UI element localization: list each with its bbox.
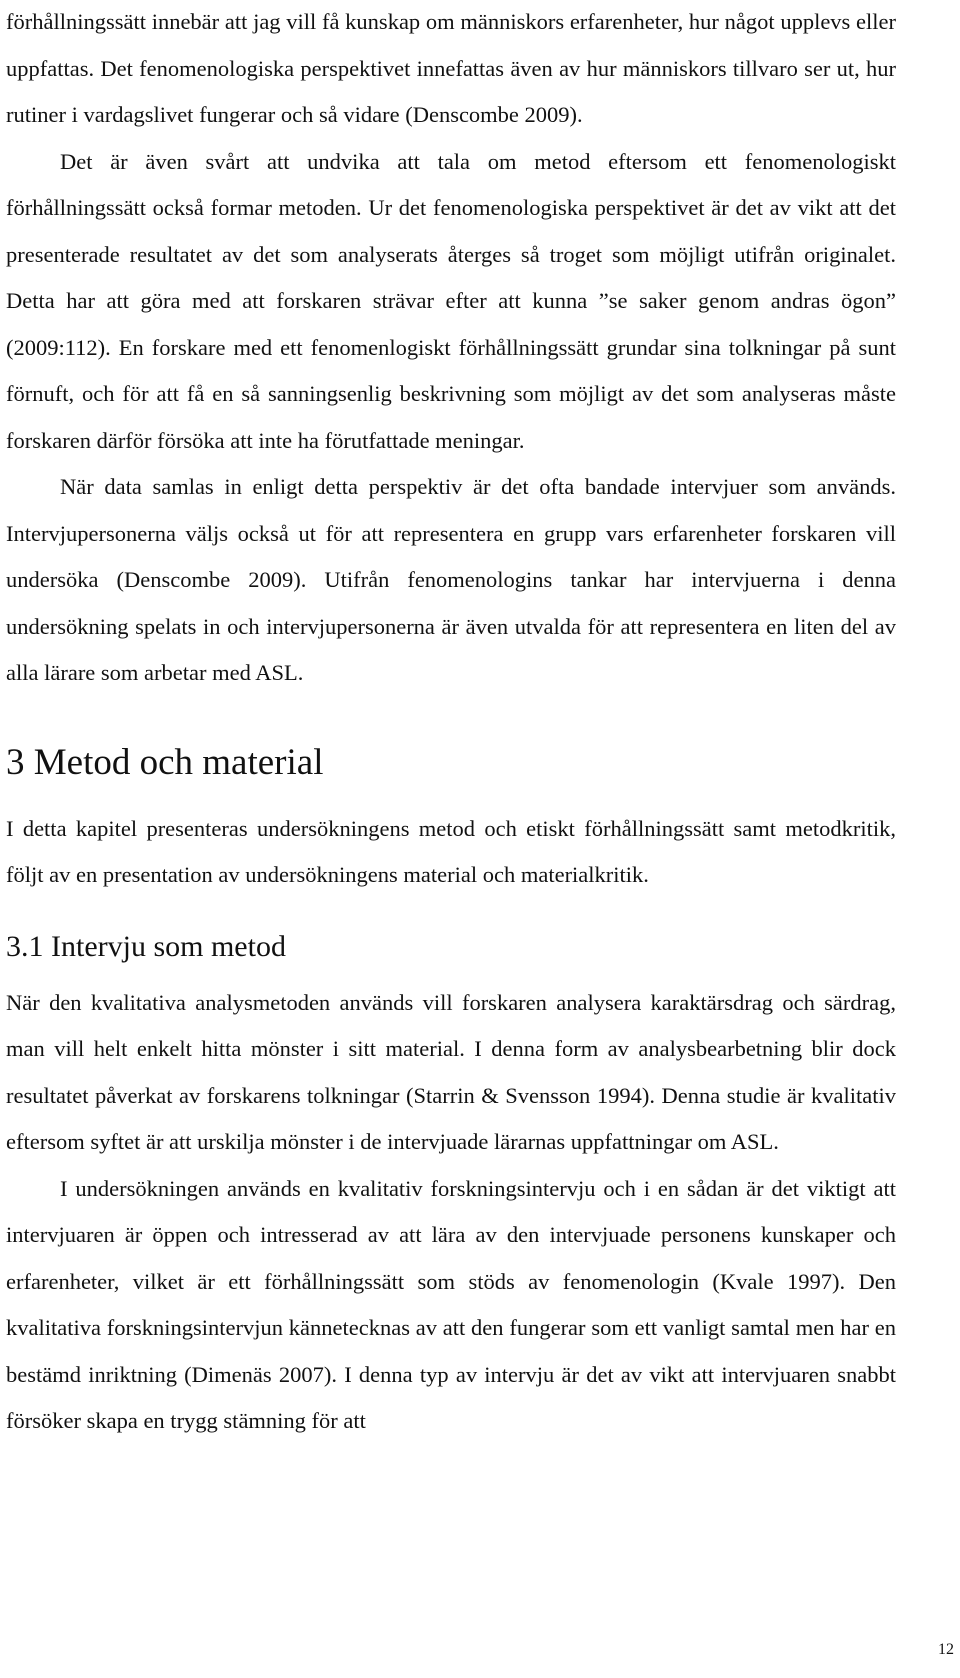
page-number: 12 bbox=[938, 1641, 954, 1658]
body-paragraph: Det är även svårt att undvika att tala om metod eftersom ett fenomenologiskt förhållningssätt också formar metoden. Ur det fenomenologiska perspektivet är det av vikt att det presenterade resultatet av det som analyserats återges så troget som möjligt utifrån originalet. Detta har att göra med att forskaren strävar efter att kunna ”se saker genom andras ögon” (2009:112). En forskare med ett fenomenlogiskt förhållningssätt grundar sina tolkningar på sunt förnuft, och för att få en så sanningsenlig beskrivning som möjligt av det som analyseras måste forskaren därför försöka att inte ha förutfattade meningar. bbox=[6, 148, 896, 453]
body-paragraph: När data samlas in enligt detta perspektiv är det ofta bandade intervjuer som används. Intervjupersonerna väljs också ut för att representera en grupp vars erfarenheter forskaren vill undersöka (Denscombe 2009). Utifrån fenomenologins tankar har intervjuerna i denna undersökning spelats in och intervjupersonerna är även utvalda för att representera en liten del av alla lärare som arbetar med ASL. bbox=[6, 474, 896, 685]
section-heading: 3 Metod och material bbox=[6, 741, 324, 783]
body-paragraph: I undersökningen används en kvalitativ forskningsintervju och i en sådan är det viktigt att intervjuaren är öppen och intresserad av att lära av den intervjuade personens kunskaper och erfarenheter, vilket är ett förhållningssätt som stöds av fenomenologin (Kvale 1997). Den kvalitativa forskningsintervjun kännetecknas av att den fungerar som ett vanligt samtal men har en bestämd inriktning (Dimenäs 2007). I denna typ av intervju är det av vikt att intervjuaren snabbt försöker skapa en trygg stämning för att bbox=[6, 1175, 896, 1433]
body-paragraph: förhållningssätt innebär att jag vill få kunskap om människors erfarenheter, hur något upplevs eller uppfattas. Det fenomenologiska perspektivet innefattas även av hur människors tillvaro ser ut, hur rutiner i vardagslivet fungerar och så vidare (Denscombe 2009). bbox=[6, 9, 896, 127]
subsection-heading: 3.1 Intervju som metod bbox=[6, 929, 286, 963]
body-paragraph: När den kvalitativa analysmetoden används vill forskaren analysera karaktärsdrag och särdrag, man vill helt enkelt hitta mönster i sitt material. I denna form av analysbearbetning blir dock resultatet påverkat av forskarens tolkningar (Starrin & Svensson 1994). Denna studie är kvalitativ eftersom syftet är att urskilja mönster i de intervjuade lärarnas uppfattningar om ASL. bbox=[6, 989, 896, 1154]
section-intro-paragraph: I detta kapitel presenteras undersökningens metod och etiskt förhållningssätt samt metodkritik, följt av en presentation av undersökningens material och materialkritik. bbox=[6, 815, 896, 887]
document-page bbox=[6, 0, 896, 1445]
